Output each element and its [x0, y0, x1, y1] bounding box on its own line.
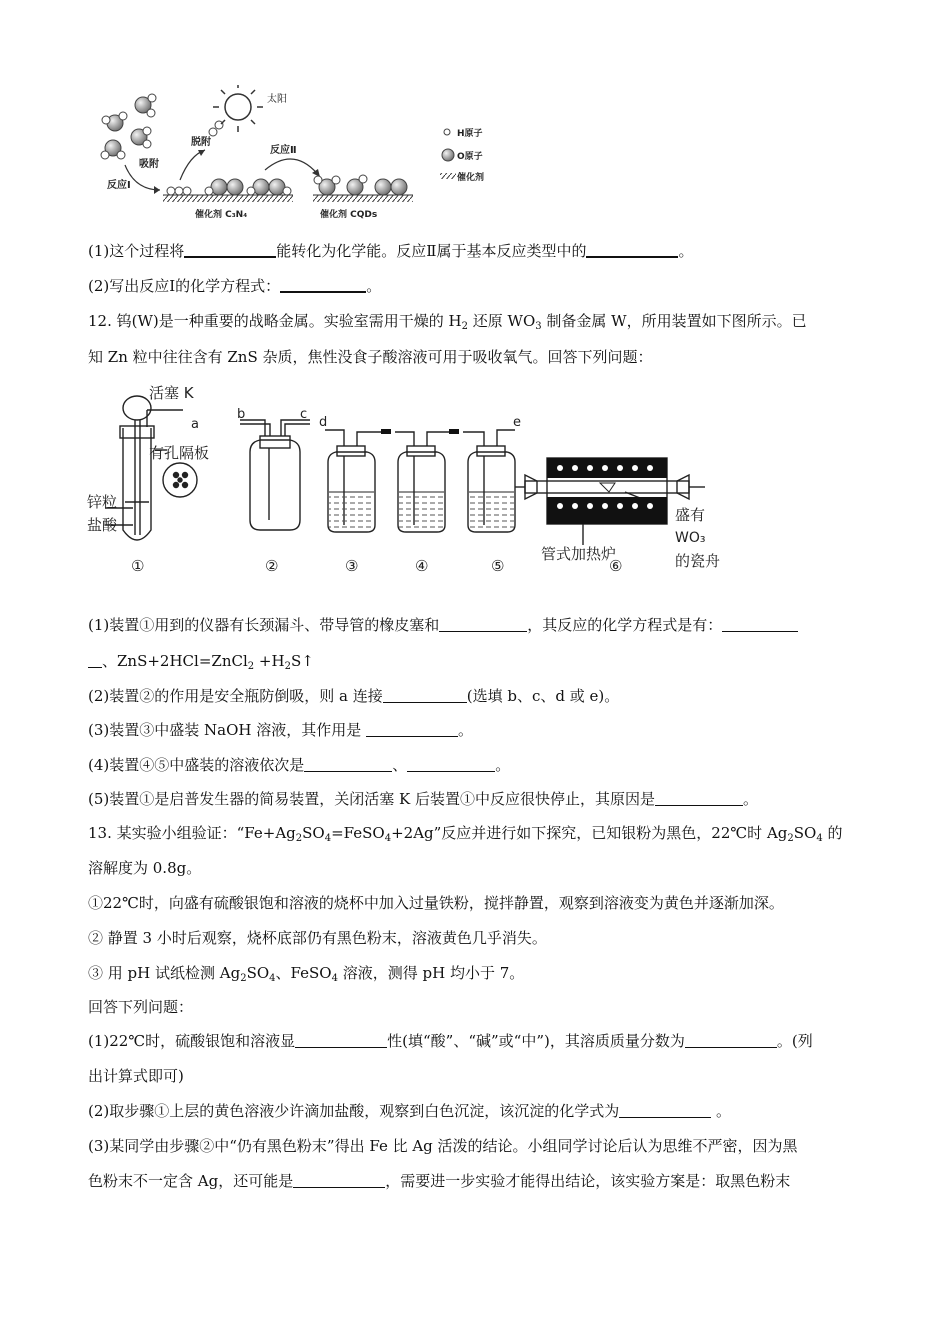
q13-part3-cont: 色粉末不一定含 Ag，还可能是 ，需要进一步实验才能得出结论，该实验方案是：取黑色粉末 [88, 1172, 791, 1190]
question-number: 12 [88, 312, 108, 330]
apparatus-6-number: ⑥ [609, 557, 623, 575]
porcelain-boat-icon [600, 483, 615, 492]
apparatus-4-number: ④ [415, 557, 429, 575]
answer-blank[interactable] [619, 1102, 711, 1118]
q13-intro-line2: 溶解度为 0.8g。 [88, 859, 202, 877]
o-atom-icon [442, 149, 454, 161]
q12-part5: (5)装置①是启普发生器的简易装置，关闭活塞 K 后装置①中反应很快停止，其原因是 。 [88, 790, 759, 808]
port-b-label: b [237, 407, 246, 422]
answer-blank[interactable] [280, 276, 366, 293]
catalyst-cqds-surface [313, 195, 413, 202]
q13-part3: (3)某同学由步骤②中“仍有黑色粉末”得出 Fe 比 Ag 活泼的结论。小组同学讨论后认为思维不严密，因为黑 [88, 1137, 798, 1155]
answer-blank[interactable] [407, 756, 495, 772]
apparatus-5-number: ⑤ [491, 557, 505, 575]
adsorbed-atoms-cqds [314, 175, 407, 195]
q13-step3: ③ 用 pH 试纸检测 $Ag_2SO_4$、FeSO$_4$ 溶液，测得 pH 均小于 7。 [88, 964, 525, 984]
reaction2-label: 反应Ⅱ [270, 145, 297, 156]
apparatus-3-number: ③ [345, 557, 359, 575]
apparatus-2-number: ② [265, 557, 279, 575]
answer-blank[interactable] [295, 1032, 387, 1048]
answer-blank[interactable] [722, 616, 798, 632]
answer-blank[interactable] [184, 241, 276, 258]
legend-h-label: H原子 [457, 129, 483, 139]
q13-part1: (1)22℃时，硫酸银饱和溶液显 性(填“酸”、“碱”或“中”)，其溶质质量分数为 。(列 [88, 1032, 813, 1050]
q12-intro-line2: 知 Zn 粒中往往含有 ZnS 杂质，焦性没食子酸溶液可用于吸收氧气。回答下列问题： [88, 348, 653, 366]
q13-step2: ② 静置 3 小时后观察，烧杯底部仍有黑色粉末，溶液黄色几乎消失。 [88, 929, 547, 947]
q13-intro-line1: 13. 某实验小组验证：“$Fe+Ag_2SO_4=FeSO_4+2Ag$”反应并进行如下探究，已知银粉为黑色，22℃时 $Ag_2SO_4$ 的 [88, 824, 843, 844]
answer-blank[interactable] [304, 756, 392, 772]
plate-label: 有孔隔板 [149, 444, 210, 462]
furnace-bottom [547, 497, 667, 524]
q13-part2: (2)取步骤①上层的黄色溶液少许滴加盐酸，观察到白色沉淀，该沉淀的化学式为 。 [88, 1102, 732, 1120]
boat-label-2: WO₃ [675, 530, 706, 546]
q12-intro-line1: 12. 钨(W)是一种重要的战略金属。实验室需用干燥的 $H_2$ 还原 $WO_3$ 制备金属 W，所用装置如下图所示。已 [88, 312, 807, 332]
q11-part1: (1)这个过程将 能转化为化学能。反应Ⅱ属于基本反应类型中的 。 [88, 242, 694, 260]
legend [440, 127, 484, 183]
catalyst-hatch-icon [440, 173, 456, 179]
apparatus-figure [85, 380, 745, 580]
port-d-label: d [319, 415, 328, 430]
answer-blank[interactable] [655, 790, 743, 806]
q12-part1: (1)装置①用到的仪器有长颈漏斗、带导管的橡皮塞和 ，其反应的化学方程式是有： [88, 615, 868, 635]
valve-label: 活塞 K [149, 384, 194, 402]
answer-blank[interactable] [293, 1172, 385, 1188]
port-e-label: e [513, 415, 521, 430]
port-a-label: a [191, 417, 199, 432]
catalyst-c3n4-surface [163, 195, 293, 202]
q13-step1: ①22℃时，向盛有硫酸银饱和溶液的烧杯中加入过量铁粉，搅拌静置，观察到溶液变为黄色并逐渐加深。 [88, 894, 784, 912]
answer-blank[interactable] [366, 721, 458, 737]
water-molecules-icon [101, 94, 223, 159]
apparatus-1-number: ① [131, 557, 145, 575]
q11-part2: (2)写出反应Ⅰ的化学方程式： 。 [88, 277, 382, 295]
legend-catalyst-label: 催化剂 [457, 173, 485, 183]
q12-part1-cont: 、ZnS+2HCl=ZnCl$_2$ $+H_2S↑$ [88, 651, 868, 671]
answer-blank[interactable] [439, 616, 527, 632]
answer-blank[interactable] [383, 687, 467, 703]
legend-o-label: O原子 [457, 152, 483, 162]
sun-label: 太阳 [267, 94, 287, 105]
catalyst2-label: 催化剂 CQDs [320, 210, 378, 220]
q12-part2: (2)装置②的作用是安全瓶防倒吸，则 a 连接 (选填 b、c、d 或 e)。 [88, 687, 620, 705]
h-atom-icon [444, 129, 450, 135]
port-c-label: c [300, 407, 308, 422]
q12-part3: (3)装置③中盛装 NaOH 溶液，其作用是 。 [88, 721, 474, 739]
q12-part4: (4)装置④⑤中盛装的溶液依次是 、 。 [88, 756, 511, 774]
adsorb-label: 吸附 [139, 159, 159, 170]
q13-answer-prompt: 回答下列问题： [88, 998, 194, 1016]
desorb-label: 脱附 [191, 137, 211, 148]
adsorbed-atoms-c3n4 [167, 179, 291, 195]
zinc-label: 锌粒 [87, 493, 118, 511]
acid-label: 盐酸 [87, 516, 118, 534]
catalyst1-label: 催化剂 C₃N₄ [195, 210, 248, 220]
furnace-label: 管式加热炉 [541, 545, 617, 563]
boat-label-1: 盛有 [675, 506, 706, 524]
question-number: 13 [88, 824, 108, 842]
answer-blank[interactable] [586, 241, 678, 258]
boat-label-3: 的瓷舟 [675, 552, 721, 570]
answer-blank[interactable] [685, 1032, 777, 1048]
reaction-process-figure [95, 85, 525, 225]
q13-part1-cont: 出计算式即可) [88, 1067, 184, 1085]
answer-blank[interactable] [88, 652, 102, 668]
reaction1-label: 反应Ⅰ [107, 180, 131, 191]
